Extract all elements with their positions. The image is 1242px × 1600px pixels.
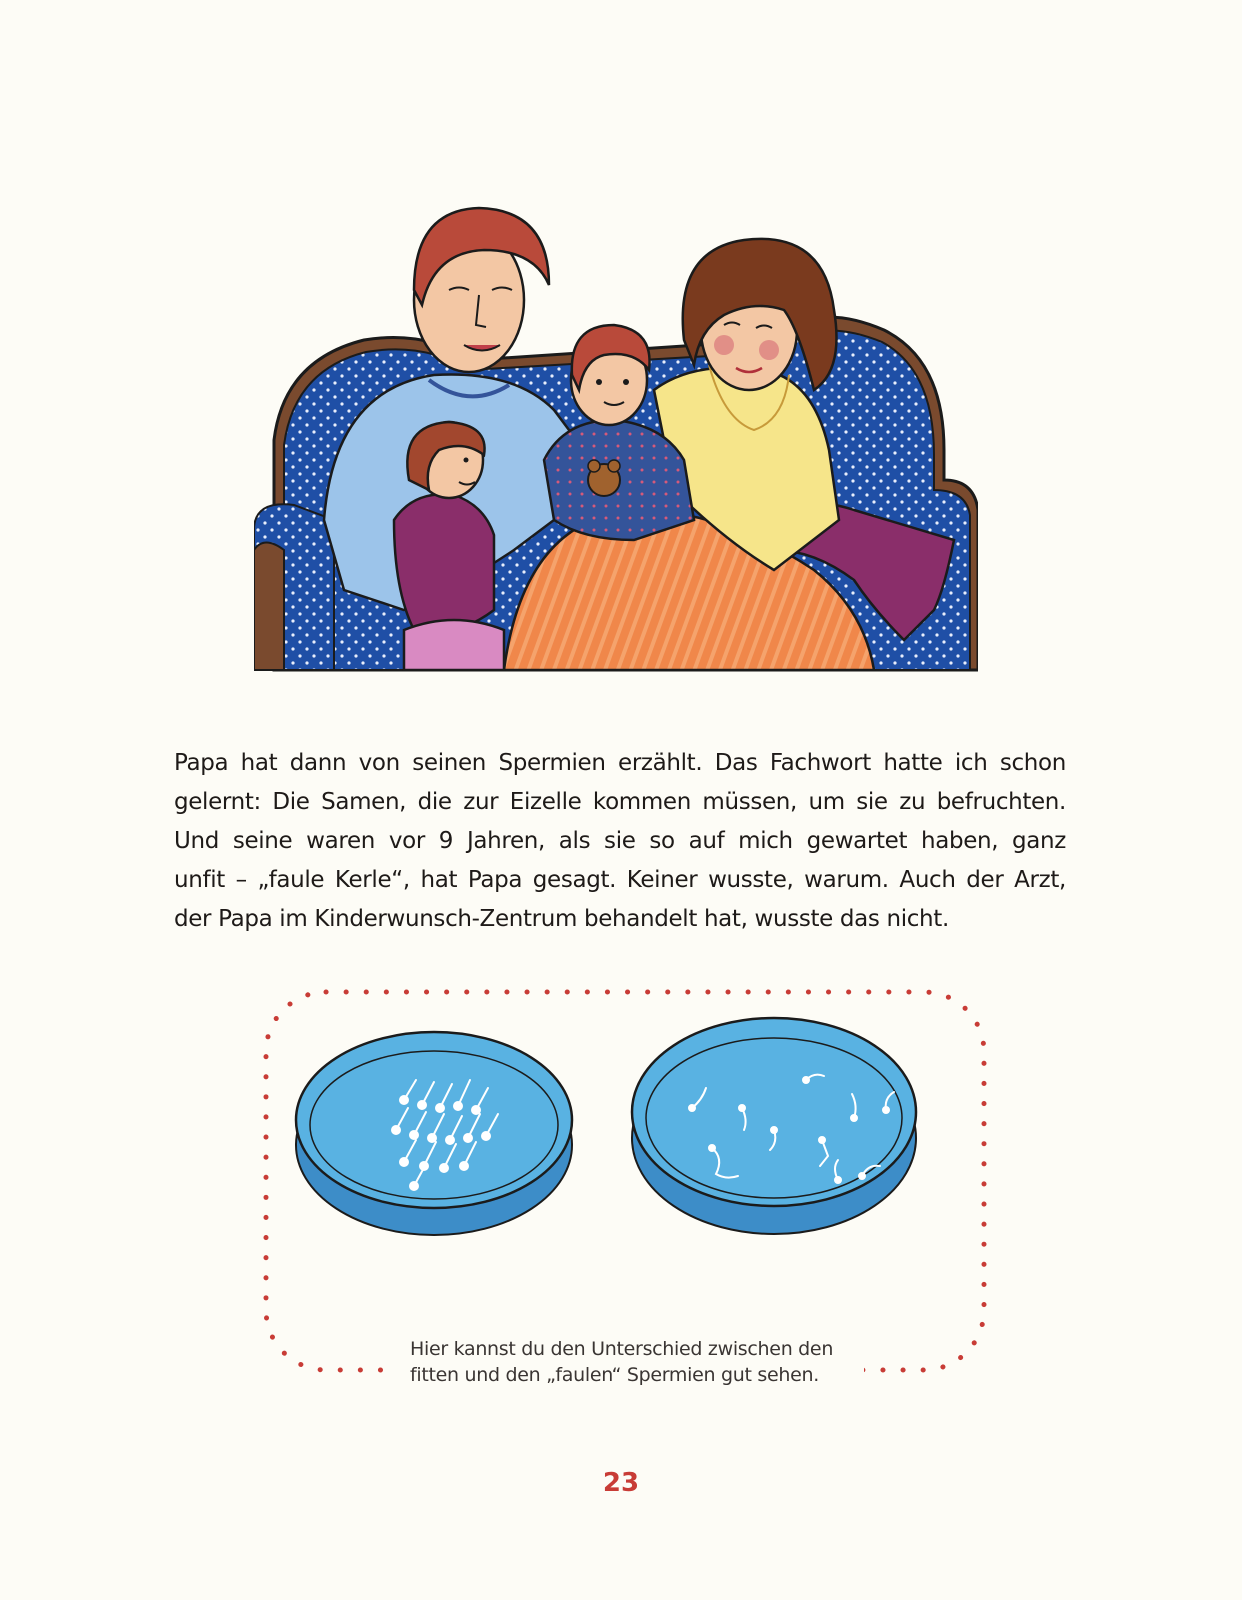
story-line-4: unfit – „faule Kerle“, hat Papa gesagt. Keiner wusste, warum. Auch der Arzt, — [174, 867, 1066, 893]
petri-dish-fit-sperm — [296, 1032, 572, 1235]
petri-dish-lazy-sperm — [632, 1018, 916, 1234]
story-paragraph — [174, 744, 1066, 939]
page-number: 23 — [602, 1468, 640, 1498]
story-line-2: gelernt: Die Samen, die zur Eizelle kommen müssen, um sie zu befruchten. — [174, 789, 1066, 815]
caption-line-1: Hier kannst du den Unterschied zwischen den — [410, 1338, 834, 1360]
story-line-5: der Papa im Kinderwunsch-Zentrum behandelt hat, wusste das nicht. — [174, 906, 949, 932]
story-line-3: Und seine waren vor 9 Jahren, als sie so auf mich gewartet haben, ganz — [174, 828, 1066, 854]
caption-line-2: fitten und den „faulen“ Spermien gut sehen. — [410, 1364, 819, 1386]
story-line-1: Papa hat dann von seinen Spermien erzählt. Das Fachwort hatte ich schon — [174, 750, 1066, 776]
family-illustration — [254, 190, 978, 680]
figure-caption — [410, 1336, 900, 1388]
